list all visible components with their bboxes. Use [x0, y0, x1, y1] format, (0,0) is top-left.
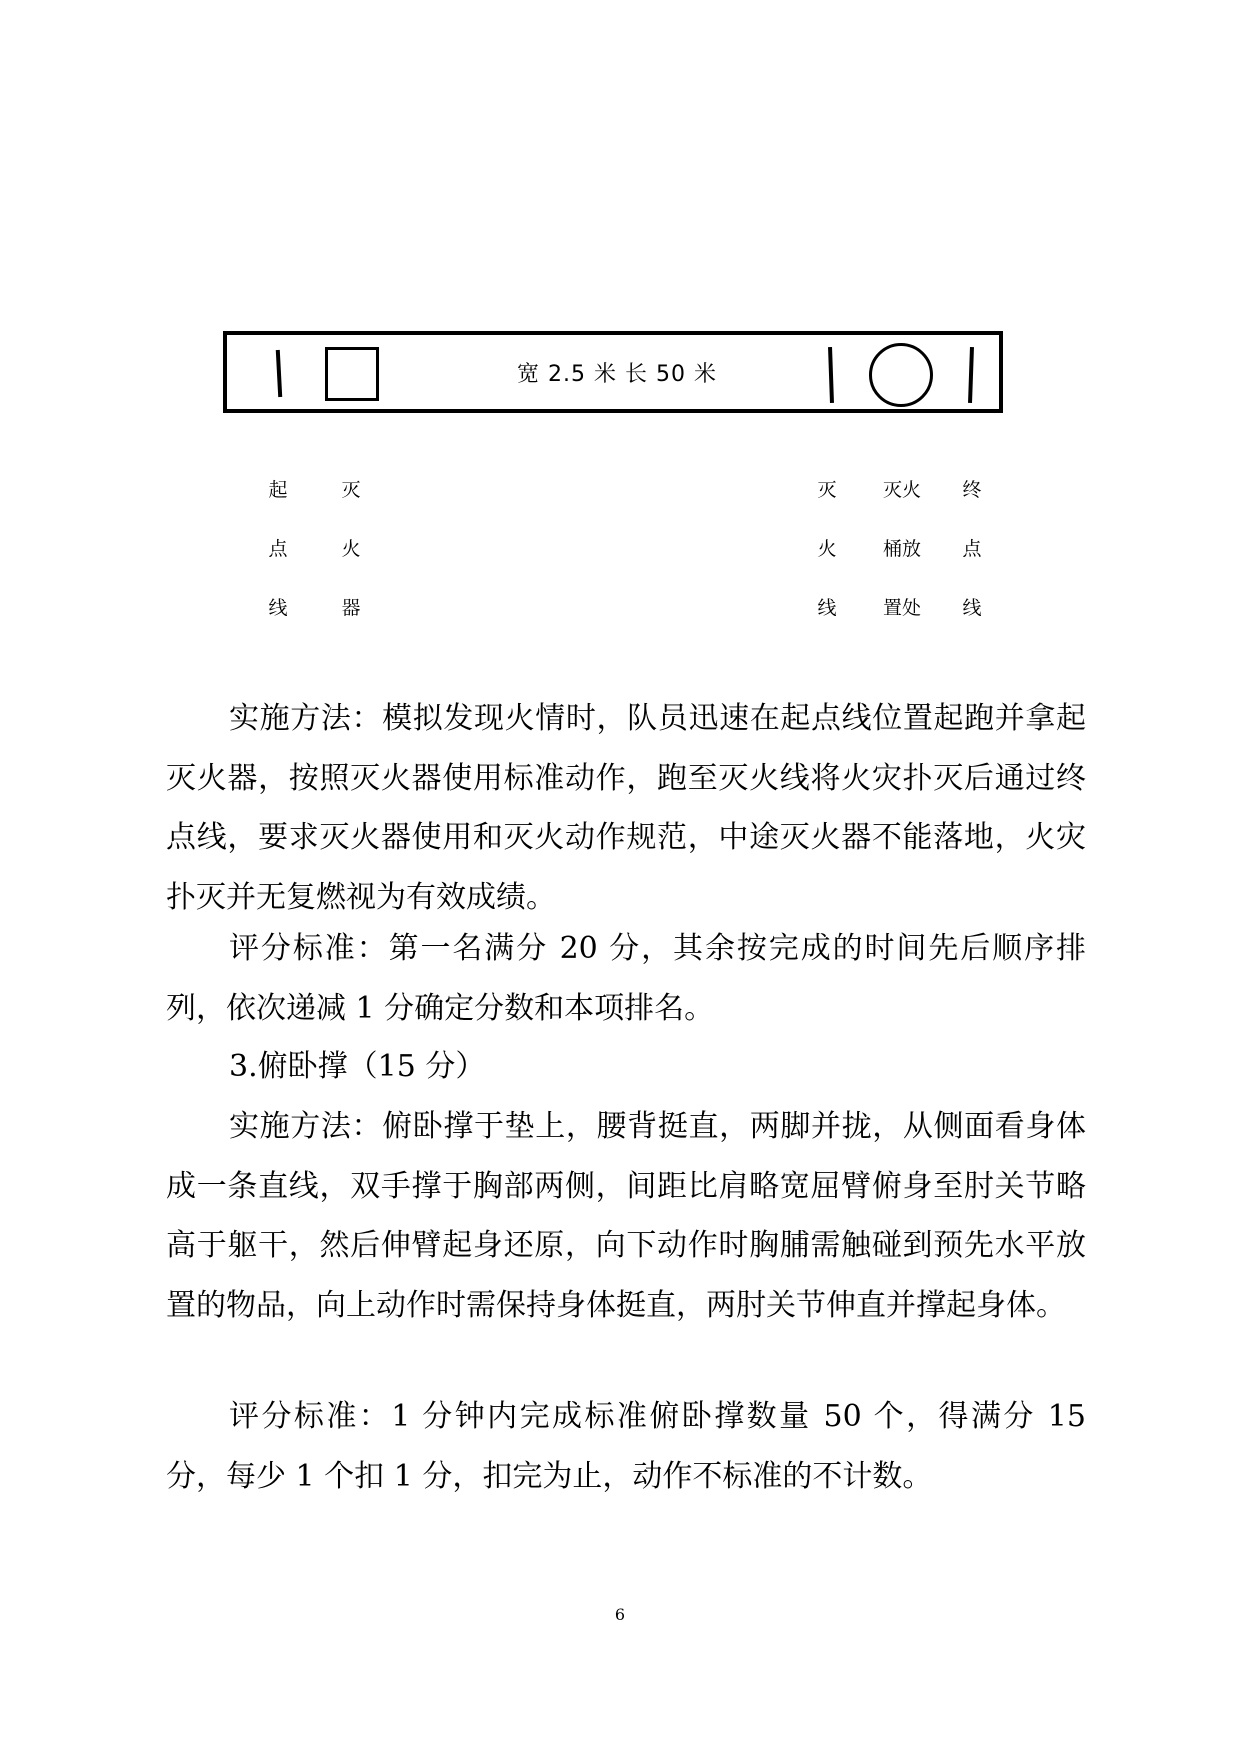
implementation-method-paragraph-2: 实施方法：俯卧撑于垫上，腰背挺直，两脚并拢，从侧面看身体成一条直线，双手撑于胸部两侧，间距比肩略宽屈臂俯身至肘关节略高于躯干，然后伸臂起身还原，向下动作时胸脯需触碰到预先水平放置的物品，向上动作时需保持身体挺直，两肘关节伸直并撑起身体。 — [166, 1109, 1086, 1323]
scoring-standard-paragraph-2: 评分标准：1 分钟内完成标准俯卧撑数量 50 个，得满分 15 分，每少 1 个扣 1 分，扣完为止，动作不标准的不计数。 — [166, 1399, 1086, 1494]
start-line-mark — [276, 350, 282, 397]
label-extinguisher: 灭 火 器 — [341, 479, 361, 619]
label-start-line: 起 点 线 — [268, 479, 288, 619]
course-dimensions-label: 宽 2.5 米 长 50 米 — [517, 362, 717, 387]
fire-bucket-circle-mark — [869, 343, 933, 407]
scoring-standard-paragraph-1: 评分标准：第一名满分 20 分，其余按完成的时间先后顺序排列，依次递减 1 分确定分数和本项排名。 — [166, 931, 1086, 1026]
label-fire-line: 灭 火 线 — [817, 479, 837, 619]
finish-line-mark — [968, 347, 974, 403]
fire-line-mark — [828, 347, 834, 403]
section-heading-pushups: 3.俯卧撑（15 分） — [229, 1049, 486, 1084]
extinguisher-square-mark — [325, 347, 379, 401]
page-number: 6 — [614, 1605, 626, 1624]
course-diagram — [223, 331, 1003, 413]
label-bucket-place: 灭火 桶放 置处 — [882, 479, 921, 619]
label-finish-line: 终 点 线 — [962, 479, 982, 619]
implementation-method-paragraph-1: 实施方法：模拟发现火情时，队员迅速在起点线位置起跑并拿起灭火器，按照灭火器使用标准动作，跑至灭火线将火灾扑灭后通过终点线，要求灭火器使用和灭火动作规范，中途灭火器不能落地，火灾扑灭并无复燃视为有效成绩。 — [166, 701, 1086, 915]
